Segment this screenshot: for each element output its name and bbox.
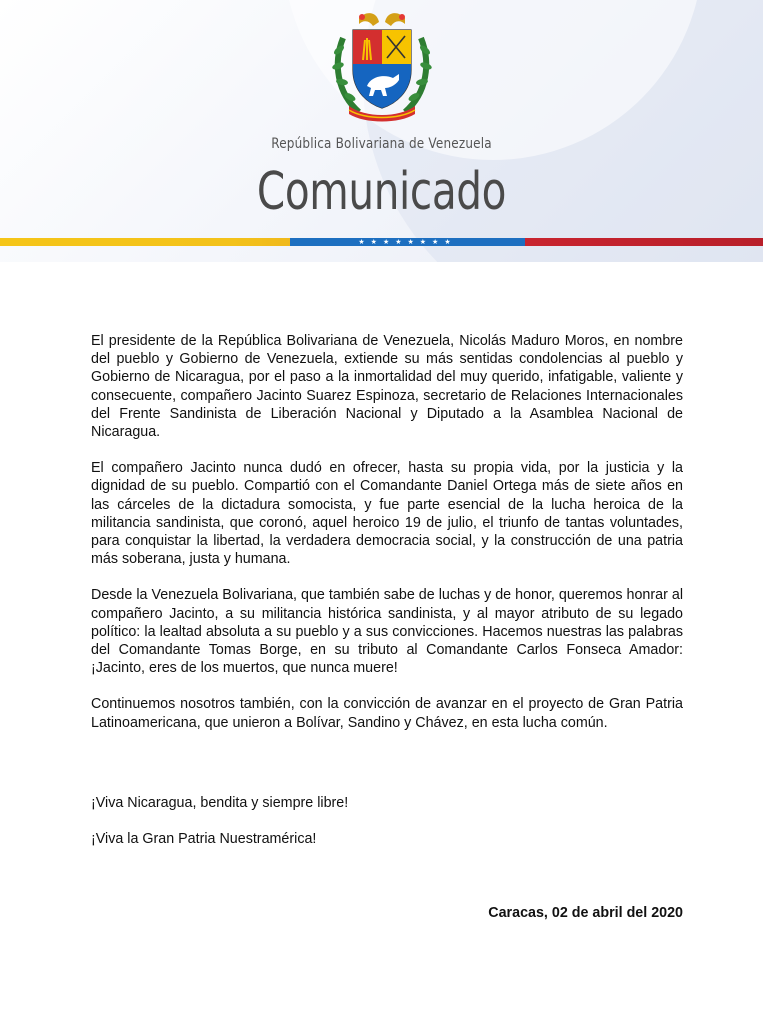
coat-of-arms-icon [329, 8, 435, 124]
stars-row: ★★★★★★★★ [358, 238, 457, 246]
header-banner [0, 0, 763, 262]
paragraph-3: Desde la Venezuela Bolivariana, que también sabe de luchas y de honor, queremos honrar al compañero Jacinto, a su militancia histórica sandinista, y al mayor atributo de su legado político: la lealtad absoluta a su pueblo y a sus convicciones. Hacemos nuestras las palabras del Comandante Tomas Borge, en su tributo al Comandante Carlos Fonseca Amador: ¡Jacinto, eres de los muertos, que nunca muere! [91, 587, 683, 677]
page-title: Comunicado [256, 162, 507, 222]
closing-cheer-nicaragua: ¡Viva Nicaragua, bendita y siempre libre! [91, 795, 349, 811]
closing-cheer-patria: ¡Viva la Gran Patria Nuestramérica! [91, 831, 317, 847]
flag-stripe [0, 238, 763, 246]
government-name: República Bolivariana de Venezuela [271, 136, 492, 152]
paragraph-4: Continuemos nosotros también, con la convicción de avanzar en el proyecto de Gran Patria Latinoamericana, que unieron a Bolívar, Sandino y Chávez, en esta lucha común. [91, 696, 683, 731]
stripe-yellow [0, 238, 290, 246]
stripe-blue [290, 238, 525, 246]
place-and-date: Caracas, 02 de abril del 2020 [488, 905, 683, 921]
paragraph-1: El presidente de la República Bolivariana de Venezuela, Nicolás Maduro Moros, en nombre del pueblo y Gobierno de Venezuela, extiende su más sentidas condolencias al pueblo y Gobierno de Nicaragua, por el paso a la inmortalidad del muy querido, infatigable, valiente y consecuente, compañero Jacinto Suarez Espinoza, secretario de Relaciones Internacionales del Frente Sandinista de Liberación Nacional y Diputado a la Asamblea Nacional de Nicaragua. [91, 333, 683, 441]
communique-body [91, 332, 683, 750]
paragraph-2: El compañero Jacinto nunca dudó en ofrecer, hasta su propia vida, por la justicia y la dignidad de su pueblo. Compartió con el Comandante Daniel Ortega más de siete años en las cárceles de la dictadura somocista, y fue parte esencial de la lucha heroica de la militancia sandinista, que coronó, aquel heroico 19 de julio, el triunfo de tantas voluntades, para conquistar la libertad, la verdadera democracia social, y la construcción de una patria más soberana, justa y humana. [91, 460, 683, 568]
stripe-red [525, 238, 763, 246]
